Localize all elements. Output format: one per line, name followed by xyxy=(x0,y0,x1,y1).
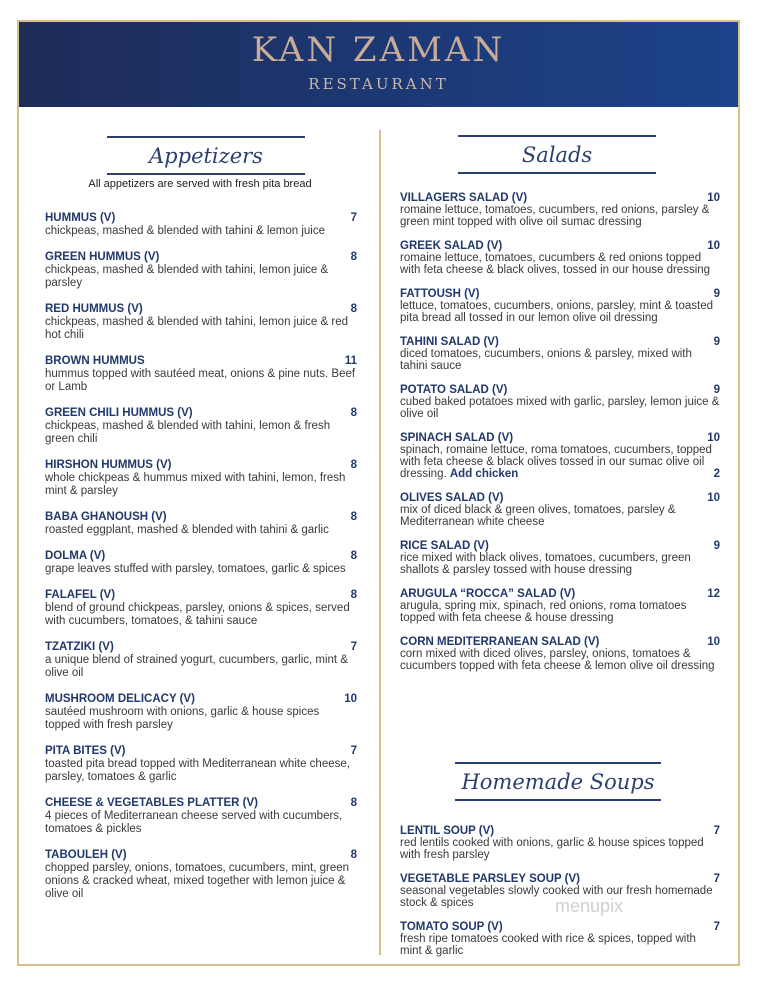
item-description xyxy=(45,264,357,290)
item-price: 8 xyxy=(350,303,357,315)
item-description xyxy=(45,810,357,836)
item-description-text: whole chickpeas & hummus mixed with tahini, lemon, fresh mint & parsley xyxy=(45,472,346,497)
column-divider xyxy=(379,130,381,955)
menu-item xyxy=(400,336,720,372)
item-name: FATTOUSH (V) xyxy=(400,288,480,300)
item-description-text: toasted pita bread topped with Mediterranean white cheese, parsley, tomatoes & garlic xyxy=(45,758,350,783)
item-name: POTATO SALAD (V) xyxy=(400,384,508,396)
item-description xyxy=(400,300,720,324)
menu-item xyxy=(400,588,720,624)
item-name: GREEN HUMMUS (V) xyxy=(45,251,160,263)
menu-header xyxy=(19,22,738,107)
item-description-text: lettuce, tomatoes, cucumbers, onions, parsley, mint & toasted pita bread all tossed in our lemon olive oil dressing xyxy=(400,300,713,324)
item-price: 8 xyxy=(350,550,357,562)
appetizers-heading xyxy=(107,136,305,175)
menu-item xyxy=(45,459,357,498)
item-price: 12 xyxy=(707,588,720,600)
item-name: FALAFEL (V) xyxy=(45,589,116,601)
item-price: 10 xyxy=(707,192,720,204)
item-name: VILLAGERS SALAD (V) xyxy=(400,192,528,204)
item-description xyxy=(45,368,357,394)
item-name: GREEN CHILI HUMMUS (V) xyxy=(45,407,193,419)
menu-item xyxy=(400,636,720,672)
item-description-text: mix of diced black & green olives, tomatoes, parsley & Mediterranean white cheese xyxy=(400,504,676,528)
item-description-text: corn mixed with diced olives, parsley, onions, tomatoes & cucumbers topped with feta cheese & lemon olive oil dressing xyxy=(400,648,715,672)
item-description xyxy=(45,758,357,784)
item-name: CORN MEDITERRANEAN SALAD (V) xyxy=(400,636,600,648)
menu-item xyxy=(45,212,357,238)
item-description xyxy=(400,504,720,528)
menu-item xyxy=(400,384,720,420)
menu-item xyxy=(45,355,357,394)
menu-item xyxy=(400,492,720,528)
salads-title: Salads xyxy=(521,143,593,167)
item-description-text: diced tomatoes, cucumbers, onions & parsley, mixed with tahini sauce xyxy=(400,348,692,372)
item-price: 11 xyxy=(344,355,357,367)
item-description xyxy=(400,837,720,861)
menu-item xyxy=(400,921,720,957)
item-name: TAHINI SALAD (V) xyxy=(400,336,499,348)
soups-title: Homemade Soups xyxy=(461,770,655,794)
soups-heading xyxy=(455,762,661,801)
item-description-text: romaine lettuce, tomatoes, cucumbers, red onions, parsley & green mint topped with olive oil sumac dressing xyxy=(400,204,710,228)
item-name: MUSHROOM DELICACY (V) xyxy=(45,693,195,705)
item-description xyxy=(400,600,720,624)
item-price: 7 xyxy=(713,873,720,885)
addon-price: 2 xyxy=(713,468,720,480)
item-price: 8 xyxy=(350,849,357,861)
item-description xyxy=(45,316,357,342)
item-description-text: sautéed mushroom with onions, garlic & house spices topped with fresh parsley xyxy=(45,706,320,731)
item-name: OLIVES SALAD (V) xyxy=(400,492,504,504)
item-description xyxy=(400,252,720,276)
item-description-text: a unique blend of strained yogurt, cucumbers, garlic, mint & olive oil xyxy=(45,654,348,679)
item-description-text: hummus topped with sautéed meat, onions & pine nuts. Beef or Lamb xyxy=(45,368,356,393)
item-description xyxy=(45,706,357,732)
item-price: 7 xyxy=(713,825,720,837)
menu-item xyxy=(45,303,357,342)
item-description xyxy=(400,204,720,228)
appetizers-note: All appetizers are served with fresh pita bread xyxy=(88,178,312,190)
addon-label: Add chicken xyxy=(449,468,519,480)
item-name: RICE SALAD (V) xyxy=(400,540,489,552)
item-price: 10 xyxy=(707,240,720,252)
item-description-text: red lentils cooked with onions, garlic & house spices topped with fresh parsley xyxy=(400,837,704,861)
item-description xyxy=(400,552,720,576)
item-price: 10 xyxy=(707,636,720,648)
item-name: HIRSHON HUMMUS (V) xyxy=(45,459,172,471)
restaurant-subtitle: RESTAURANT xyxy=(308,75,449,93)
item-price: 8 xyxy=(350,797,357,809)
item-description-text: 4 pieces of Mediterranean cheese served with cucumbers, tomatoes & pickles xyxy=(45,810,343,835)
item-description xyxy=(45,602,357,628)
menu-item xyxy=(45,693,357,732)
menu-item xyxy=(45,251,357,290)
item-price: 10 xyxy=(707,492,720,504)
item-description xyxy=(400,348,720,372)
item-description-text: cubed baked potatoes mixed with garlic, parsley, lemon juice & olive oil xyxy=(400,396,720,420)
item-description-text: rice mixed with black olives, tomatoes, cucumbers, green shallots & parsley tossed with house dressing xyxy=(400,552,691,576)
appetizers-title: Appetizers xyxy=(149,144,263,168)
item-description-text: seasonal vegetables slowly cooked with our fresh homemade stock & spices xyxy=(400,885,713,909)
menu-item xyxy=(45,589,357,628)
item-description-text: fresh ripe tomatoes cooked with rice & spices, topped with mint & garlic xyxy=(400,933,696,957)
item-price: 8 xyxy=(350,511,357,523)
item-price: 9 xyxy=(713,288,720,300)
item-description-text: chopped parsley, onions, tomatoes, cucumbers, mint, green onions & cracked wheat, mixed together with lemon juice & olive oil xyxy=(45,862,350,900)
item-name: DOLMA (V) xyxy=(45,550,106,562)
menu-item xyxy=(45,641,357,680)
item-description-text: grape leaves stuffed with parsley, tomatoes, garlic & spices xyxy=(45,563,346,575)
item-name: GREEK SALAD (V) xyxy=(400,240,503,252)
item-name: SPINACH SALAD (V) xyxy=(400,432,514,444)
item-name: LENTIL SOUP (V) xyxy=(400,825,495,837)
item-description-text: spinach, romaine lettuce, roma tomatoes, cucumbers, topped with feta cheese & black olives tossed in our sumac olive oil dressing. xyxy=(400,444,712,480)
menu-item xyxy=(45,511,357,537)
item-description-text: roasted eggplant, mashed & blended with tahini & garlic xyxy=(45,524,329,536)
menu-item xyxy=(400,540,720,576)
item-description-text: chickpeas, mashed & blended with tahini, lemon juice & red hot chili xyxy=(45,316,349,341)
item-price: 7 xyxy=(350,212,357,224)
item-name: ARUGULA “ROCCA” SALAD (V) xyxy=(400,588,576,600)
item-price: 7 xyxy=(350,641,357,653)
item-price: 7 xyxy=(713,921,720,933)
item-price: 9 xyxy=(713,336,720,348)
item-description xyxy=(45,420,357,446)
item-price: 10 xyxy=(344,693,357,705)
item-price: 8 xyxy=(350,251,357,263)
item-description xyxy=(45,472,357,498)
item-description-text: romaine lettuce, tomatoes, cucumbers & red onions topped with feta cheese & black olives, tossed in our house dressing xyxy=(400,252,711,276)
item-name: RED HUMMUS (V) xyxy=(45,303,143,315)
item-name: VEGETABLE PARSLEY SOUP (V) xyxy=(400,873,580,885)
item-price: 8 xyxy=(350,589,357,601)
item-price: 7 xyxy=(350,745,357,757)
menu-item xyxy=(45,849,357,901)
item-price: 8 xyxy=(350,459,357,471)
menu-item xyxy=(400,192,720,228)
menu-item xyxy=(400,825,720,861)
item-name: TOMATO SOUP (V) xyxy=(400,921,503,933)
menu-item xyxy=(400,240,720,276)
salads-heading xyxy=(458,135,656,174)
item-description-text: chickpeas, mashed & blended with tahini, lemon juice & parsley xyxy=(45,264,329,289)
item-description xyxy=(45,654,357,680)
item-description xyxy=(45,524,357,537)
item-description-text: arugula, spring mix, spinach, red onions, roma tomatoes topped with feta cheese & house dressing xyxy=(400,600,687,624)
item-description xyxy=(400,444,720,480)
item-description xyxy=(45,563,357,576)
item-name: BROWN HUMMUS xyxy=(45,355,145,367)
item-name: BABA GHANOUSH (V) xyxy=(45,511,167,523)
item-price: 8 xyxy=(350,407,357,419)
item-description-text: chickpeas, mashed & blended with tahini & lemon juice xyxy=(45,225,325,237)
item-name: PITA BITES (V) xyxy=(45,745,126,757)
item-description-text: chickpeas, mashed & blended with tahini, lemon & fresh green chili xyxy=(45,420,331,445)
item-price: 10 xyxy=(707,432,720,444)
item-name: CHEESE & VEGETABLES PLATTER (V) xyxy=(45,797,258,809)
menu-item xyxy=(45,745,357,784)
menu-item xyxy=(45,550,357,576)
menu-item xyxy=(45,407,357,446)
salads-list xyxy=(400,192,720,684)
item-name: HUMMUS (V) xyxy=(45,212,116,224)
item-name: TZATZIKI (V) xyxy=(45,641,114,653)
menu-item xyxy=(45,797,357,836)
item-description xyxy=(45,225,357,238)
item-description xyxy=(400,933,720,957)
item-description xyxy=(400,648,720,672)
menu-item xyxy=(400,288,720,324)
item-name: TABOULEH (V) xyxy=(45,849,127,861)
appetizers-list xyxy=(45,212,357,914)
item-description xyxy=(45,862,357,901)
item-description xyxy=(400,396,720,420)
watermark: menupix xyxy=(555,896,624,916)
restaurant-name: KAN ZAMAN xyxy=(251,30,506,70)
item-price: 9 xyxy=(713,540,720,552)
item-price: 9 xyxy=(713,384,720,396)
menu-item xyxy=(400,432,720,480)
item-description-text: blend of ground chickpeas, parsley, onions & spices, served with cucumbers, tomatoes, & tahini sauce xyxy=(45,602,350,627)
